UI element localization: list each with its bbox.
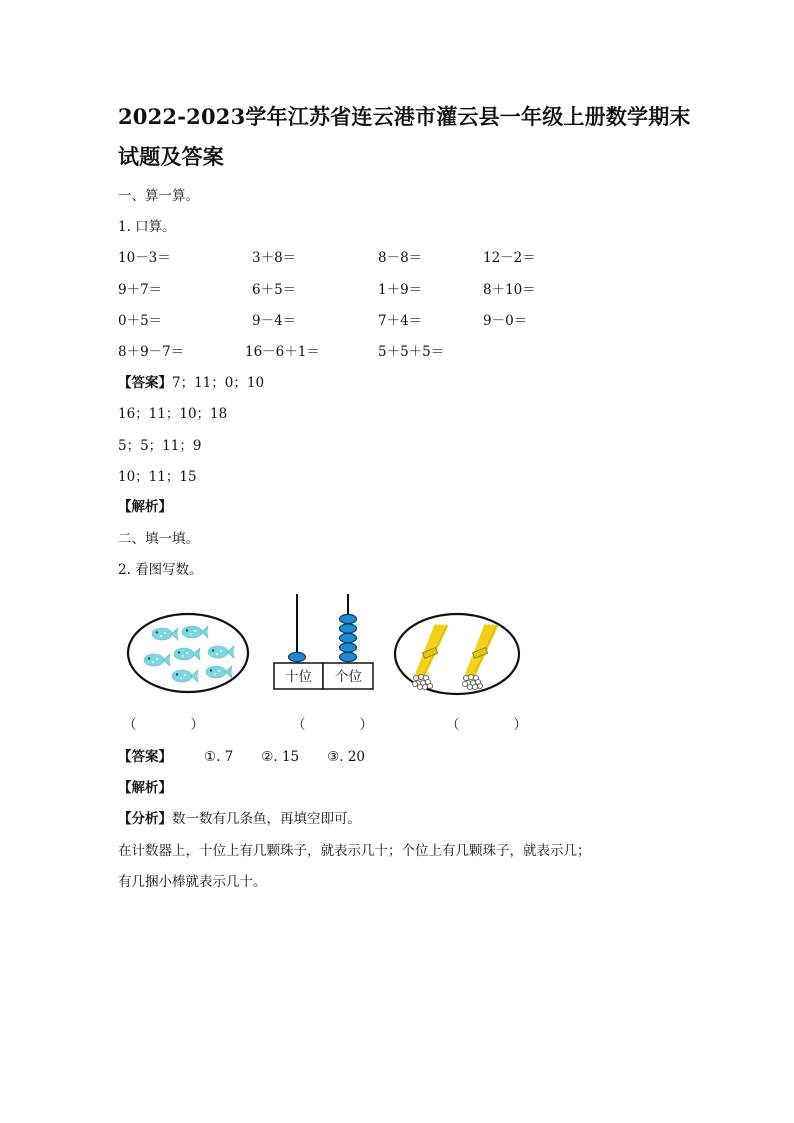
calc-item: 0＋5＝ [118,313,163,329]
answer-item: ①. 7 [204,749,234,765]
calc-item: 9＋7＝ [118,282,163,298]
calc-item: 9－4＝ [252,313,297,329]
stick-bundles-figure [393,612,521,696]
tens-beads [289,652,306,661]
abacus-ones-label: 个位 [335,669,362,685]
answer-item: ③. 20 [327,749,366,765]
question2-label: 2. 看图写数。 [118,562,203,578]
calc-item: 9－0＝ [483,313,528,329]
abacus-tens-label: 十位 [285,669,312,685]
analysis-body: 数一数有几条鱼，再填空即可。 [172,811,361,827]
abacus-bead [289,652,306,661]
answer-label: 【答案】 [118,375,172,391]
section2-heading: 二、填一填。 [118,531,199,547]
answer1-line3: 5；5；11；9 [118,438,202,454]
calc-item: 1＋9＝ [378,282,423,298]
calc-item: 8＋9－7＝ [118,344,185,360]
calc-item: 6＋5＝ [252,282,297,298]
section1-heading: 一、算一算。 [118,188,199,204]
answer1-line1 [118,373,264,393]
calc-item: 12－2＝ [483,250,536,266]
answer-blank-1[interactable]: （ ） [123,717,204,733]
calc-item: 16－6＋1＝ [245,344,320,360]
answer-label: 【答案】 [118,749,172,765]
analysis1-label: 【解析】 [118,499,172,515]
analysis-prefix: 【分析】 [118,811,172,827]
calc-item: 3＋8＝ [252,250,297,266]
question1-label: 1. 口算。 [118,219,176,235]
abacus-bead [340,633,357,642]
calc-item: 5＋5＋5＝ [378,344,445,360]
explain-line1: 在计数器上，十位上有几颗珠子，就表示几十；个位上有几颗珠子，就表示几； [118,843,591,859]
ones-beads [340,614,357,661]
fish-oval-figure [126,612,250,694]
abacus-bead [340,652,357,661]
abacus-bead [340,643,357,652]
abacus-bead [340,624,357,633]
calc-item: 7＋4＝ [378,313,423,329]
answer-item: ②. 15 [261,749,300,765]
explain-line2: 有几捆小棒就表示几十。 [118,874,267,890]
answer2-line [118,747,365,767]
calc-item: 8－8＝ [378,250,423,266]
answer1-line4: 10；11；15 [118,469,197,485]
abacus-bead [340,614,357,623]
answer1-line2: 16；11；10；18 [118,406,228,422]
document-title-line1: 2022-2023学年江苏省连云港市灌云县一年级上册数学期末 [118,104,691,129]
document-title-line2: 试题及答案 [118,144,224,169]
answer-blank-3[interactable]: （ ） [446,717,527,733]
analysis2-text [118,809,361,829]
calc-item: 10－3＝ [118,250,171,266]
answer-value: 7；11；0；10 [172,375,265,391]
analysis2-label: 【解析】 [118,780,172,796]
answer-blank-2[interactable]: （ ） [292,717,373,733]
calc-item: 8＋10＝ [483,282,536,298]
